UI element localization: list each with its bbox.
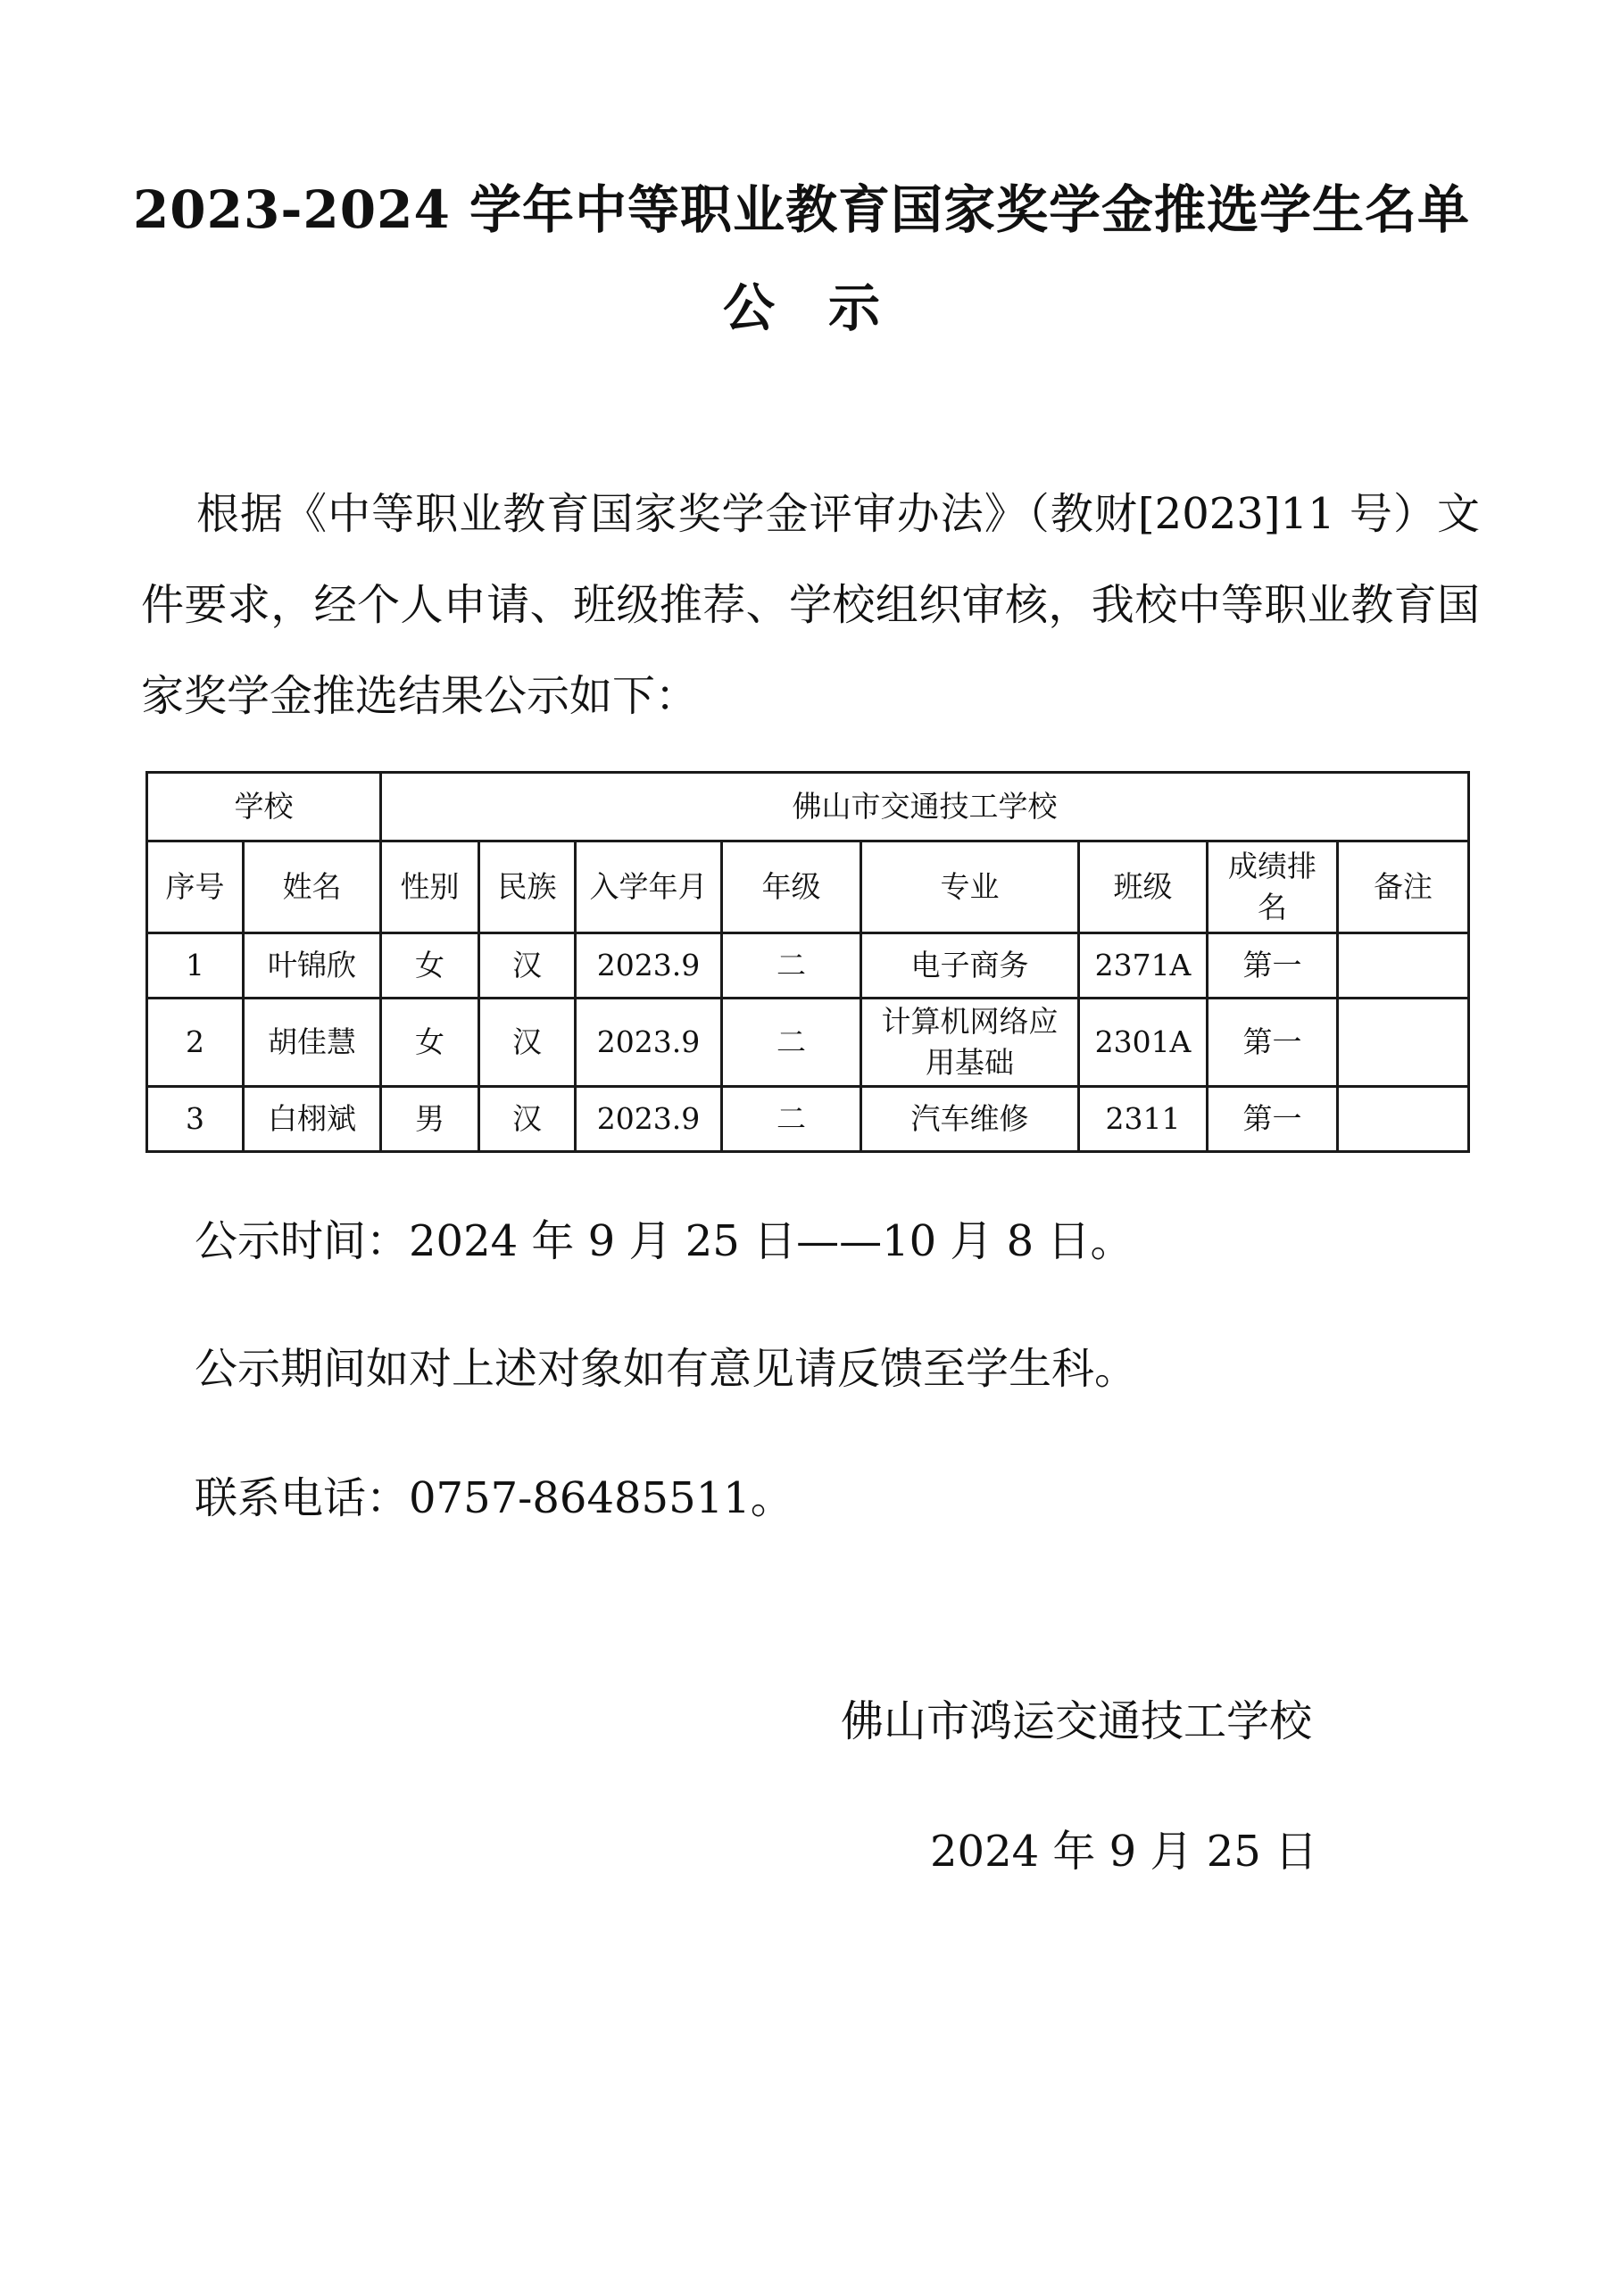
header-cell: 序号 <box>147 841 244 933</box>
header-cell: 备注 <box>1338 841 1469 933</box>
table-row <box>147 933 1469 999</box>
table-cell: 电子商务 <box>861 933 1079 999</box>
school-label-cell: 学校 <box>147 773 381 841</box>
intro-paragraph: 根据《中等职业教育国家奖学金评审办法》（教财[2023]11 号）文件要求，经个人申请、班级推荐、学校组织审核，我校中等职业教育国家奖学金推选结果公示如下： <box>141 489 1480 721</box>
table-cell: 女 <box>381 999 479 1087</box>
header-cell: 入学年月 <box>576 841 722 933</box>
table-cell: 二 <box>722 1087 861 1152</box>
feedback-line: 公示期间如对上述对象如有意见请反馈至学生科。 <box>195 1344 1138 1394</box>
table-cell: 2301A <box>1079 999 1208 1087</box>
table-cell: 女 <box>381 933 479 999</box>
table-cell: 2371A <box>1079 933 1208 999</box>
table-cell: 汉 <box>479 1087 576 1152</box>
table-row <box>147 1087 1469 1152</box>
table-cell: 第一 <box>1208 999 1338 1087</box>
header-cell: 班级 <box>1079 841 1208 933</box>
header-cell: 民族 <box>479 841 576 933</box>
header-cell: 姓名 <box>244 841 381 933</box>
student-list-table <box>145 771 1470 1153</box>
school-name-cell: 佛山市交通技工学校 <box>381 773 1469 841</box>
table-cell: 2 <box>147 999 244 1087</box>
table-cell: 1 <box>147 933 244 999</box>
table-cell: 白栩斌 <box>244 1087 381 1152</box>
signature-org: 佛山市鸿运交通技工学校 <box>841 1696 1313 1746</box>
table-cell: 汉 <box>479 933 576 999</box>
table-cell: 2023.9 <box>576 933 722 999</box>
table-cell: 第一 <box>1208 1087 1338 1152</box>
school-row <box>147 773 1469 841</box>
table-cell: 男 <box>381 1087 479 1152</box>
table-cell: 胡佳慧 <box>244 999 381 1087</box>
table-cell: 第一 <box>1208 933 1338 999</box>
signature-date: 2024 年 9 月 25 日 <box>930 1827 1318 1877</box>
table-cell: 3 <box>147 1087 244 1152</box>
document-subtitle: 公示 <box>722 278 934 338</box>
table-cell: 汉 <box>479 999 576 1087</box>
table-row <box>147 999 1469 1087</box>
table-cell: 叶锦欣 <box>244 933 381 999</box>
table-cell: 2023.9 <box>576 999 722 1087</box>
table-cell <box>1338 933 1469 999</box>
table-cell <box>1338 1087 1469 1152</box>
table-cell: 2311 <box>1079 1087 1208 1152</box>
table-cell: 计算机网络应用基础 <box>861 999 1079 1087</box>
document-title: 2023-2024 学年中等职业教育国家奖学金推选学生名单 <box>132 179 1471 240</box>
notice-period-line: 公示时间：2024 年 9 月 25 日——10 月 8 日。 <box>195 1216 1134 1266</box>
table-cell: 2023.9 <box>576 1087 722 1152</box>
header-cell: 性别 <box>381 841 479 933</box>
header-cell: 成绩排名 <box>1208 841 1338 933</box>
table-cell: 二 <box>722 999 861 1087</box>
header-cell: 专业 <box>861 841 1079 933</box>
contact-line: 联系电话：0757-86485511。 <box>195 1473 793 1523</box>
table-cell: 二 <box>722 933 861 999</box>
header-cell: 年级 <box>722 841 861 933</box>
table-cell: 汽车维修 <box>861 1087 1079 1152</box>
header-row <box>147 841 1469 933</box>
table-cell <box>1338 999 1469 1087</box>
